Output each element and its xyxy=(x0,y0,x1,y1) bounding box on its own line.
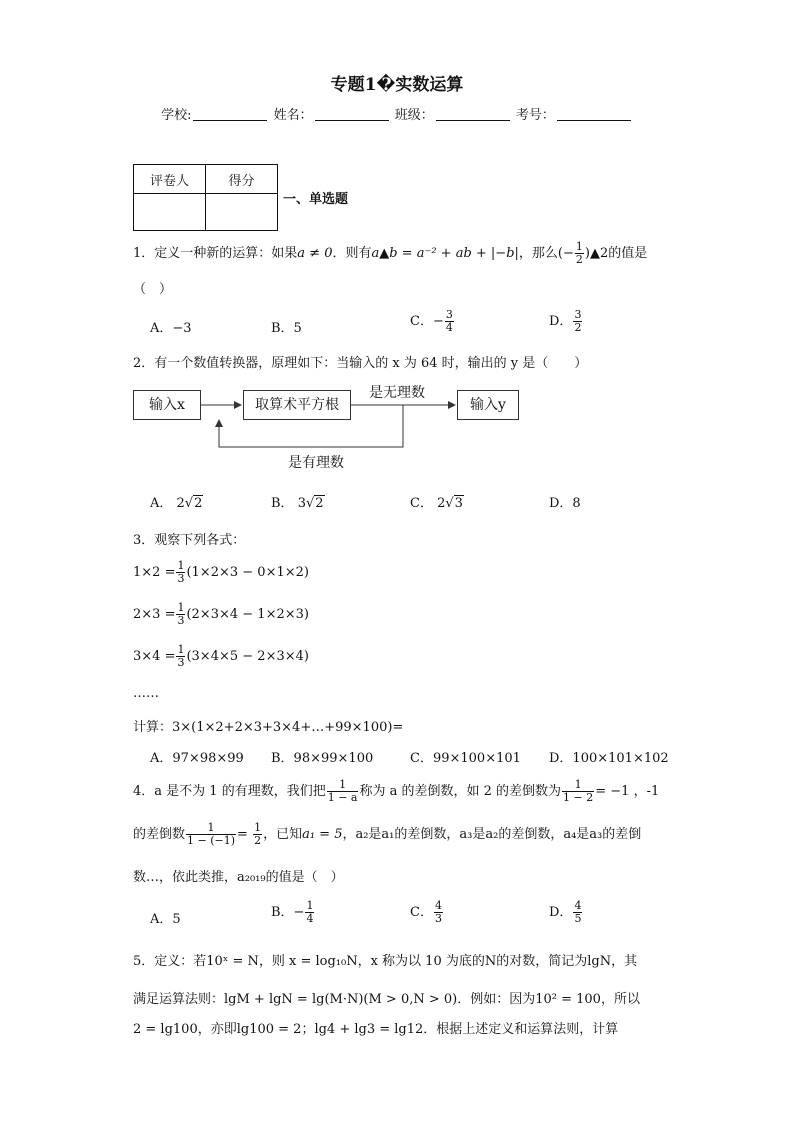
q4-text-a: 4．a 是不为 1 的有理数，我们把 xyxy=(133,784,326,799)
section-title: 一、单选题 xyxy=(283,192,349,207)
question-2: 2．有一个数值转换器，原理如下：当输入的 x 为 64 时，输出的 y 是（ ） xyxy=(133,356,588,371)
converter-diagram xyxy=(133,384,533,474)
q1-option-b[interactable]: B．5 xyxy=(271,321,302,336)
class-blank[interactable] xyxy=(436,108,510,121)
q1-option-a[interactable]: A．−3 xyxy=(150,321,192,336)
q1-text-b: ．则有 xyxy=(332,246,372,261)
score-table xyxy=(133,164,278,231)
flow-arrows xyxy=(133,384,533,474)
q4-option-c[interactable]: C． $\frac{4}{3}$ xyxy=(410,899,442,925)
question-5-line-2: 满足运算法则：lgM + lgN = lg(M·N)(M > 0,N > 0)．例如：因为10² = 100，所以 xyxy=(133,992,640,1007)
q1-text-d: ▲2的值是 xyxy=(589,246,648,261)
q3-option-d[interactable]: D．100×101×102 xyxy=(549,751,669,766)
question-3: 3．观察下列各式： xyxy=(133,533,246,548)
name-blank[interactable] xyxy=(315,108,389,121)
question-5-line-3: 2 = lg100，亦即lg100 = 2；lg4 + lg3 = lg12．根据上述定义和运算法则，计算 xyxy=(133,1022,619,1037)
q2-option-c[interactable]: C． 2√3 xyxy=(410,496,463,511)
q3-eq3-right: (3×4×5 − 2×3×4) xyxy=(186,649,309,664)
q3-option-a[interactable]: A．97×98×99 xyxy=(150,751,244,766)
q2-option-a[interactable]: A． 2√2 xyxy=(150,496,203,511)
question-4-line-2: 的差倒数 $\frac{1}{1 - (-1)}$ = $\frac{1}{2}$ ，已知a₁ = 5，a₂是a₁的差倒数，a₃是a₂的差倒数，a₄是a₃的差倒 xyxy=(133,821,642,847)
q1-formula: a▲b = a⁻² + ab + |−b| xyxy=(371,246,519,261)
sqrt-box: 取算术平方根 xyxy=(243,390,351,420)
rational-label: 是有理数 xyxy=(288,455,344,471)
q3-eq1-right: (1×2×3 − 0×1×2) xyxy=(186,565,309,580)
page-title: 专题1�实数运算 xyxy=(330,75,464,95)
q4-option-d[interactable]: D． $\frac{4}{5}$ xyxy=(549,899,582,925)
q1-option-d[interactable]: D． $\frac{3}{2}$ xyxy=(549,308,582,334)
q3-eq3-left: 3×4 = xyxy=(133,649,176,664)
q3-option-b[interactable]: B．98×99×100 xyxy=(271,751,374,766)
q3-calc: 计算：3×(1×2+2×3+3×4+…+99×100)= xyxy=(133,720,404,735)
output-box: 输入y xyxy=(457,390,519,420)
id-label: 考号： xyxy=(515,108,555,123)
q4-option-a[interactable]: A．5 xyxy=(150,912,181,927)
question-5-line-1: 5．定义：若10ˣ = N，则 x = log₁₀N，x 称为以 10 为底的N的对数，简记为lgN，其 xyxy=(133,954,638,969)
q2-option-c-label: C． xyxy=(410,496,433,511)
q3-eq2-left: 2×3 = xyxy=(133,607,176,622)
q4-option-b-label: B．− xyxy=(271,905,305,920)
q3-equation-1: 1×2 = $\frac{1}{3}$ (1×2×3 − 0×1×2) xyxy=(133,559,309,585)
q1-option-d-label: D． xyxy=(549,314,573,329)
q2-option-b-label: B． xyxy=(271,496,294,511)
q3-option-c[interactable]: C．99×100×101 xyxy=(410,751,521,766)
reviewer-header: 评卷人 xyxy=(134,165,206,194)
q3-eq2-right: (2×3×4 − 1×2×3) xyxy=(186,607,309,622)
q1-condition: a ≠ 0 xyxy=(297,246,333,261)
score-header: 得分 xyxy=(206,165,278,194)
q4-text-c: = −1 ，-1 xyxy=(595,784,660,799)
irrational-label: 是无理数 xyxy=(369,385,425,401)
q4-given: a₁ = 5 xyxy=(302,827,343,842)
student-info-row xyxy=(0,104,794,123)
q4-text-d: 的差倒数 xyxy=(133,827,186,842)
arrow-loop-back xyxy=(219,405,403,447)
q4-option-d-label: D． xyxy=(549,905,573,920)
q3-dots: …… xyxy=(133,686,159,701)
q4-text-f: ，a₂是a₁的差倒数，a₃是a₂的差倒数，a₄是a₃的差倒 xyxy=(342,827,642,842)
q1-paren: （ ） xyxy=(133,282,173,297)
question-4-line-1: 4．a 是不为 1 的有理数，我们把 $\frac{1}{1 - a}$ 称为 a 的差倒数，如 2 的差倒数为 $\frac{1}{1 - 2}$ = −1 ，-1 xyxy=(133,778,660,804)
q3-eq1-left: 1×2 = xyxy=(133,565,176,580)
name-label: 姓名： xyxy=(273,108,313,123)
q2-option-a-label: A． xyxy=(150,496,173,511)
q1-text-c: ，那么 xyxy=(518,246,558,261)
score-cell[interactable] xyxy=(206,194,278,231)
q3-equation-3: 3×4 = $\frac{1}{3}$ (3×4×5 − 2×3×4) xyxy=(133,643,309,669)
input-box: 输入x xyxy=(133,390,201,420)
class-label: 班级： xyxy=(394,108,434,123)
question-4-line-3: 数…，依此类推，a₂₀₁₉的值是（ ） xyxy=(133,870,344,885)
q2-option-b[interactable]: B． 3√2 xyxy=(271,496,324,511)
q1-option-c-label: C．− xyxy=(410,314,444,329)
q4-option-c-label: C． xyxy=(410,905,433,920)
school-label: 学校: xyxy=(161,108,192,123)
q1-text: 1．定义一种新的运算：如果 xyxy=(133,246,298,261)
q4-text-b: 称为 a 的差倒数，如 2 的差倒数为 xyxy=(359,784,562,799)
q3-equation-2: 2×3 = $\frac{1}{3}$ (2×3×4 − 1×2×3) xyxy=(133,601,309,627)
q4-option-b[interactable]: B．− $\frac{1}{4}$ xyxy=(271,899,314,925)
school-blank[interactable] xyxy=(193,108,267,121)
q1-option-c[interactable]: C．− $\frac{3}{4}$ xyxy=(410,308,453,334)
q2-option-d[interactable]: D．8 xyxy=(549,496,581,511)
reviewer-cell[interactable] xyxy=(134,194,206,231)
q1-fraction: $\frac{1}{2}$ xyxy=(575,240,583,266)
q4-text-e: ，已知 xyxy=(263,827,303,842)
question-1: 1．定义一种新的运算：如果a ≠ 0．则有a▲b = a⁻² + ab + |−b|，那么(− $\frac{1}{2}$ )▲2的值是 xyxy=(133,240,648,266)
id-blank[interactable] xyxy=(557,108,631,121)
